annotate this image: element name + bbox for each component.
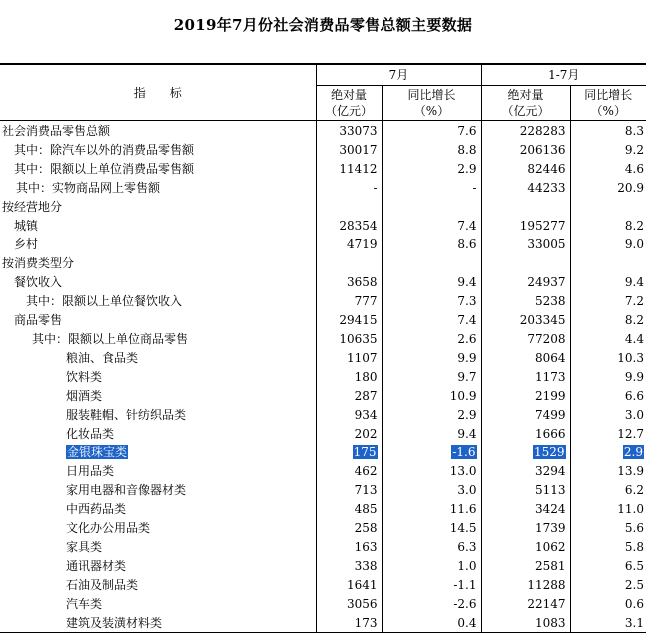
cell-jul-abs: 1107 bbox=[316, 349, 382, 368]
cell-ytd-yoy: 10.3 bbox=[617, 350, 644, 365]
cell-ytd-yoy: 5.8 bbox=[624, 539, 644, 554]
cell-ytd-abs: 3424 bbox=[481, 500, 570, 519]
cell-jul-yoy: 8.6 bbox=[382, 235, 481, 254]
cell-jul-yoy: 8.8 bbox=[382, 141, 481, 160]
row-label: 其中：限额以上单位消费品零售额 bbox=[0, 160, 316, 179]
cell-ytd-yoy: 13.9 bbox=[617, 464, 644, 479]
cell-jul-yoy: 14.5 bbox=[382, 519, 481, 538]
table-header bbox=[0, 64, 646, 121]
table-body bbox=[0, 121, 646, 633]
cell-ytd-abs: 11288 bbox=[481, 576, 570, 595]
row-label: 饮料类 bbox=[0, 368, 316, 387]
row-label: 家用电器和音像器材类 bbox=[0, 481, 316, 500]
cell-jul-yoy: 2.6 bbox=[382, 330, 481, 349]
row-label: 汽车类 bbox=[0, 595, 316, 614]
cell-ytd-abs: 206136 bbox=[481, 141, 570, 160]
table-row bbox=[0, 443, 646, 462]
cell-ytd-abs: 82446 bbox=[481, 160, 570, 179]
row-label: 通讯器材类 bbox=[0, 557, 316, 576]
cell-ytd-abs bbox=[481, 198, 570, 217]
cell-ytd-yoy: 2.5 bbox=[624, 577, 644, 592]
cell-ytd-abs: 44233 bbox=[481, 179, 570, 198]
cell-ytd-abs bbox=[481, 254, 570, 273]
cell-ytd-abs: 195277 bbox=[481, 217, 570, 236]
cell-jul-abs: 1641 bbox=[316, 576, 382, 595]
row-label: 乡村 bbox=[0, 235, 316, 254]
row-label: 社会消费品零售总额 bbox=[0, 121, 316, 141]
cell-jul-yoy: 2.9 bbox=[382, 406, 481, 425]
period-ytd-header: 1-7月 bbox=[481, 64, 646, 86]
table-row bbox=[0, 235, 646, 254]
row-label: 按经营地分 bbox=[0, 198, 316, 217]
cell-jul-yoy: 7.3 bbox=[382, 292, 481, 311]
table-row bbox=[0, 349, 646, 368]
cell-jul-abs: 33073 bbox=[316, 121, 382, 141]
cell-jul-abs: 713 bbox=[316, 481, 382, 500]
indicator-header: 指 标 bbox=[0, 64, 316, 121]
cell-jul-abs: 777 bbox=[316, 292, 382, 311]
row-label: 文化办公用品类 bbox=[0, 519, 316, 538]
cell-jul-abs: 173 bbox=[316, 614, 382, 633]
cell-jul-yoy: 9.4 bbox=[382, 425, 481, 444]
cell-ytd-yoy: 8.2 bbox=[624, 313, 644, 328]
row-label: 金银珠宝类 bbox=[0, 443, 316, 462]
cell-jul-abs: 175 bbox=[316, 443, 382, 462]
cell-ytd-abs: 22147 bbox=[481, 595, 570, 614]
cell-jul-yoy: -2.6 bbox=[382, 595, 481, 614]
cell-jul-yoy: 9.9 bbox=[382, 349, 481, 368]
table-row bbox=[0, 330, 646, 349]
cell-ytd-yoy: 6.2 bbox=[624, 483, 644, 498]
cell-jul-yoy: 7.4 bbox=[382, 217, 481, 236]
cell-jul-yoy: -1.1 bbox=[382, 576, 481, 595]
cell-jul-yoy: 11.6 bbox=[382, 500, 481, 519]
row-label: 家具类 bbox=[0, 538, 316, 557]
cell-ytd-yoy: 6.6 bbox=[624, 388, 644, 403]
cell-jul-abs: 338 bbox=[316, 557, 382, 576]
cell-ytd-abs: 7499 bbox=[481, 406, 570, 425]
table-row bbox=[0, 576, 646, 595]
cell-ytd-abs: 203345 bbox=[481, 311, 570, 330]
cell-jul-abs: 3658 bbox=[316, 273, 382, 292]
cell-jul-abs: 258 bbox=[316, 519, 382, 538]
row-label: 粮油、食品类 bbox=[0, 349, 316, 368]
july-abs-header: 绝对量 （亿元） bbox=[316, 86, 382, 121]
cell-jul-yoy: 9.7 bbox=[382, 368, 481, 387]
cell-jul-abs: - bbox=[316, 179, 382, 198]
cell-ytd-abs: 3294 bbox=[481, 462, 570, 481]
cell-jul-abs bbox=[316, 198, 382, 217]
cell-jul-yoy bbox=[382, 198, 481, 217]
period-july-header: 7月 bbox=[316, 64, 481, 86]
cell-ytd-yoy: 2.9 bbox=[623, 445, 643, 460]
cell-ytd-yoy: 6.5 bbox=[624, 558, 644, 573]
table-row bbox=[0, 179, 646, 198]
cell-jul-abs: 462 bbox=[316, 462, 382, 481]
cell-ytd-abs: 2581 bbox=[481, 557, 570, 576]
row-label: 其中：限额以上单位餐饮收入 bbox=[0, 292, 316, 311]
cell-ytd-yoy: 0.6 bbox=[624, 596, 644, 611]
table-row bbox=[0, 254, 646, 273]
ytd-yoy-header: 同比增长 （%） bbox=[570, 86, 646, 121]
row-label: 化妆品类 bbox=[0, 425, 316, 444]
table-row bbox=[0, 292, 646, 311]
cell-ytd-yoy bbox=[570, 198, 646, 217]
table-row bbox=[0, 273, 646, 292]
row-label: 其中：限额以上单位商品零售 bbox=[0, 330, 316, 349]
cell-ytd-yoy: 3.1 bbox=[624, 615, 644, 630]
cell-jul-yoy: 13.0 bbox=[382, 462, 481, 481]
cell-jul-abs: 10635 bbox=[316, 330, 382, 349]
cell-jul-abs: 934 bbox=[316, 406, 382, 425]
table-row bbox=[0, 500, 646, 519]
cell-ytd-abs: 8064 bbox=[481, 349, 570, 368]
ytd-abs-header: 绝对量 （亿元） bbox=[481, 86, 570, 121]
cell-jul-abs: 180 bbox=[316, 368, 382, 387]
cell-ytd-abs: 1173 bbox=[481, 368, 570, 387]
cell-ytd-yoy: 5.6 bbox=[624, 521, 644, 536]
cell-ytd-abs: 1529 bbox=[481, 443, 570, 462]
cell-jul-yoy: 0.4 bbox=[382, 614, 481, 633]
cell-jul-abs: 287 bbox=[316, 387, 382, 406]
cell-jul-yoy: 10.9 bbox=[382, 387, 481, 406]
table-row bbox=[0, 481, 646, 500]
row-label: 石油及制品类 bbox=[0, 576, 316, 595]
cell-jul-abs: 485 bbox=[316, 500, 382, 519]
row-label: 餐饮收入 bbox=[0, 273, 316, 292]
row-label: 建筑及装潢材料类 bbox=[0, 614, 316, 633]
cell-ytd-yoy: 8.2 bbox=[624, 218, 644, 233]
page-title: 2019年7月份社会消费品零售总额主要数据 bbox=[173, 16, 473, 34]
cell-jul-abs: 28354 bbox=[316, 217, 382, 236]
table-row bbox=[0, 217, 646, 236]
table-row bbox=[0, 121, 646, 141]
cell-jul-yoy: 7.4 bbox=[382, 311, 481, 330]
cell-ytd-yoy: 12.7 bbox=[617, 426, 644, 441]
retail-sales-table bbox=[0, 63, 646, 633]
cell-jul-abs: 29415 bbox=[316, 311, 382, 330]
cell-ytd-yoy bbox=[570, 254, 646, 273]
cell-ytd-yoy: 9.2 bbox=[624, 142, 644, 157]
table-row bbox=[0, 462, 646, 481]
cell-ytd-yoy: 4.6 bbox=[624, 161, 644, 176]
cell-jul-yoy: - bbox=[382, 179, 481, 198]
cell-jul-yoy: 9.4 bbox=[382, 273, 481, 292]
cell-ytd-abs: 1062 bbox=[481, 538, 570, 557]
cell-jul-yoy: 1.0 bbox=[382, 557, 481, 576]
row-label: 商品零售 bbox=[0, 311, 316, 330]
cell-ytd-abs: 1083 bbox=[481, 614, 570, 633]
cell-jul-yoy: 6.3 bbox=[382, 538, 481, 557]
table-row bbox=[0, 538, 646, 557]
table-row bbox=[0, 595, 646, 614]
table-row bbox=[0, 387, 646, 406]
table-row bbox=[0, 614, 646, 633]
cell-jul-abs: 11412 bbox=[316, 160, 382, 179]
cell-ytd-yoy: 20.9 bbox=[617, 180, 644, 195]
cell-ytd-yoy: 8.3 bbox=[624, 124, 644, 138]
cell-ytd-yoy: 3.0 bbox=[624, 407, 644, 422]
cell-ytd-abs: 228283 bbox=[481, 121, 570, 141]
cell-jul-yoy: 2.9 bbox=[382, 160, 481, 179]
cell-jul-yoy: 3.0 bbox=[382, 481, 481, 500]
table-row bbox=[0, 141, 646, 160]
row-label: 服装鞋帽、针纺织品类 bbox=[0, 406, 316, 425]
cell-jul-abs: 30017 bbox=[316, 141, 382, 160]
table-row bbox=[0, 368, 646, 387]
cell-jul-abs bbox=[316, 254, 382, 273]
cell-jul-yoy bbox=[382, 254, 481, 273]
table-row bbox=[0, 557, 646, 576]
cell-ytd-abs: 5113 bbox=[481, 481, 570, 500]
table-row bbox=[0, 160, 646, 179]
cell-ytd-yoy: 4.4 bbox=[624, 331, 644, 346]
table-row bbox=[0, 425, 646, 444]
cell-ytd-yoy: 9.4 bbox=[624, 275, 644, 290]
cell-ytd-abs: 1666 bbox=[481, 425, 570, 444]
cell-ytd-abs: 24937 bbox=[481, 273, 570, 292]
row-label: 其中：实物商品网上零售额 bbox=[0, 179, 316, 198]
cell-ytd-abs: 1739 bbox=[481, 519, 570, 538]
row-label: 其中：除汽车以外的消费品零售额 bbox=[0, 141, 316, 160]
cell-ytd-abs: 33005 bbox=[481, 235, 570, 254]
cell-jul-yoy: -1.6 bbox=[382, 443, 481, 462]
row-label: 城镇 bbox=[0, 217, 316, 236]
table-row bbox=[0, 406, 646, 425]
row-label: 中西药品类 bbox=[0, 500, 316, 519]
row-label: 按消费类型分 bbox=[0, 254, 316, 273]
table-row bbox=[0, 198, 646, 217]
july-yoy-header: 同比增长 （%） bbox=[382, 86, 481, 121]
row-label: 日用品类 bbox=[0, 462, 316, 481]
cell-ytd-abs: 77208 bbox=[481, 330, 570, 349]
cell-jul-abs: 202 bbox=[316, 425, 382, 444]
cell-ytd-abs: 5238 bbox=[481, 292, 570, 311]
cell-ytd-yoy: 7.2 bbox=[624, 294, 644, 309]
cell-ytd-yoy: 9.9 bbox=[624, 369, 644, 384]
table-row bbox=[0, 311, 646, 330]
cell-jul-yoy: 7.6 bbox=[382, 121, 481, 141]
cell-ytd-abs: 2199 bbox=[481, 387, 570, 406]
cell-jul-abs: 3056 bbox=[316, 595, 382, 614]
cell-jul-abs: 4719 bbox=[316, 235, 382, 254]
cell-jul-abs: 163 bbox=[316, 538, 382, 557]
cell-ytd-yoy: 11.0 bbox=[617, 502, 644, 517]
row-label: 烟酒类 bbox=[0, 387, 316, 406]
table-row bbox=[0, 519, 646, 538]
cell-ytd-yoy: 9.0 bbox=[624, 237, 644, 252]
